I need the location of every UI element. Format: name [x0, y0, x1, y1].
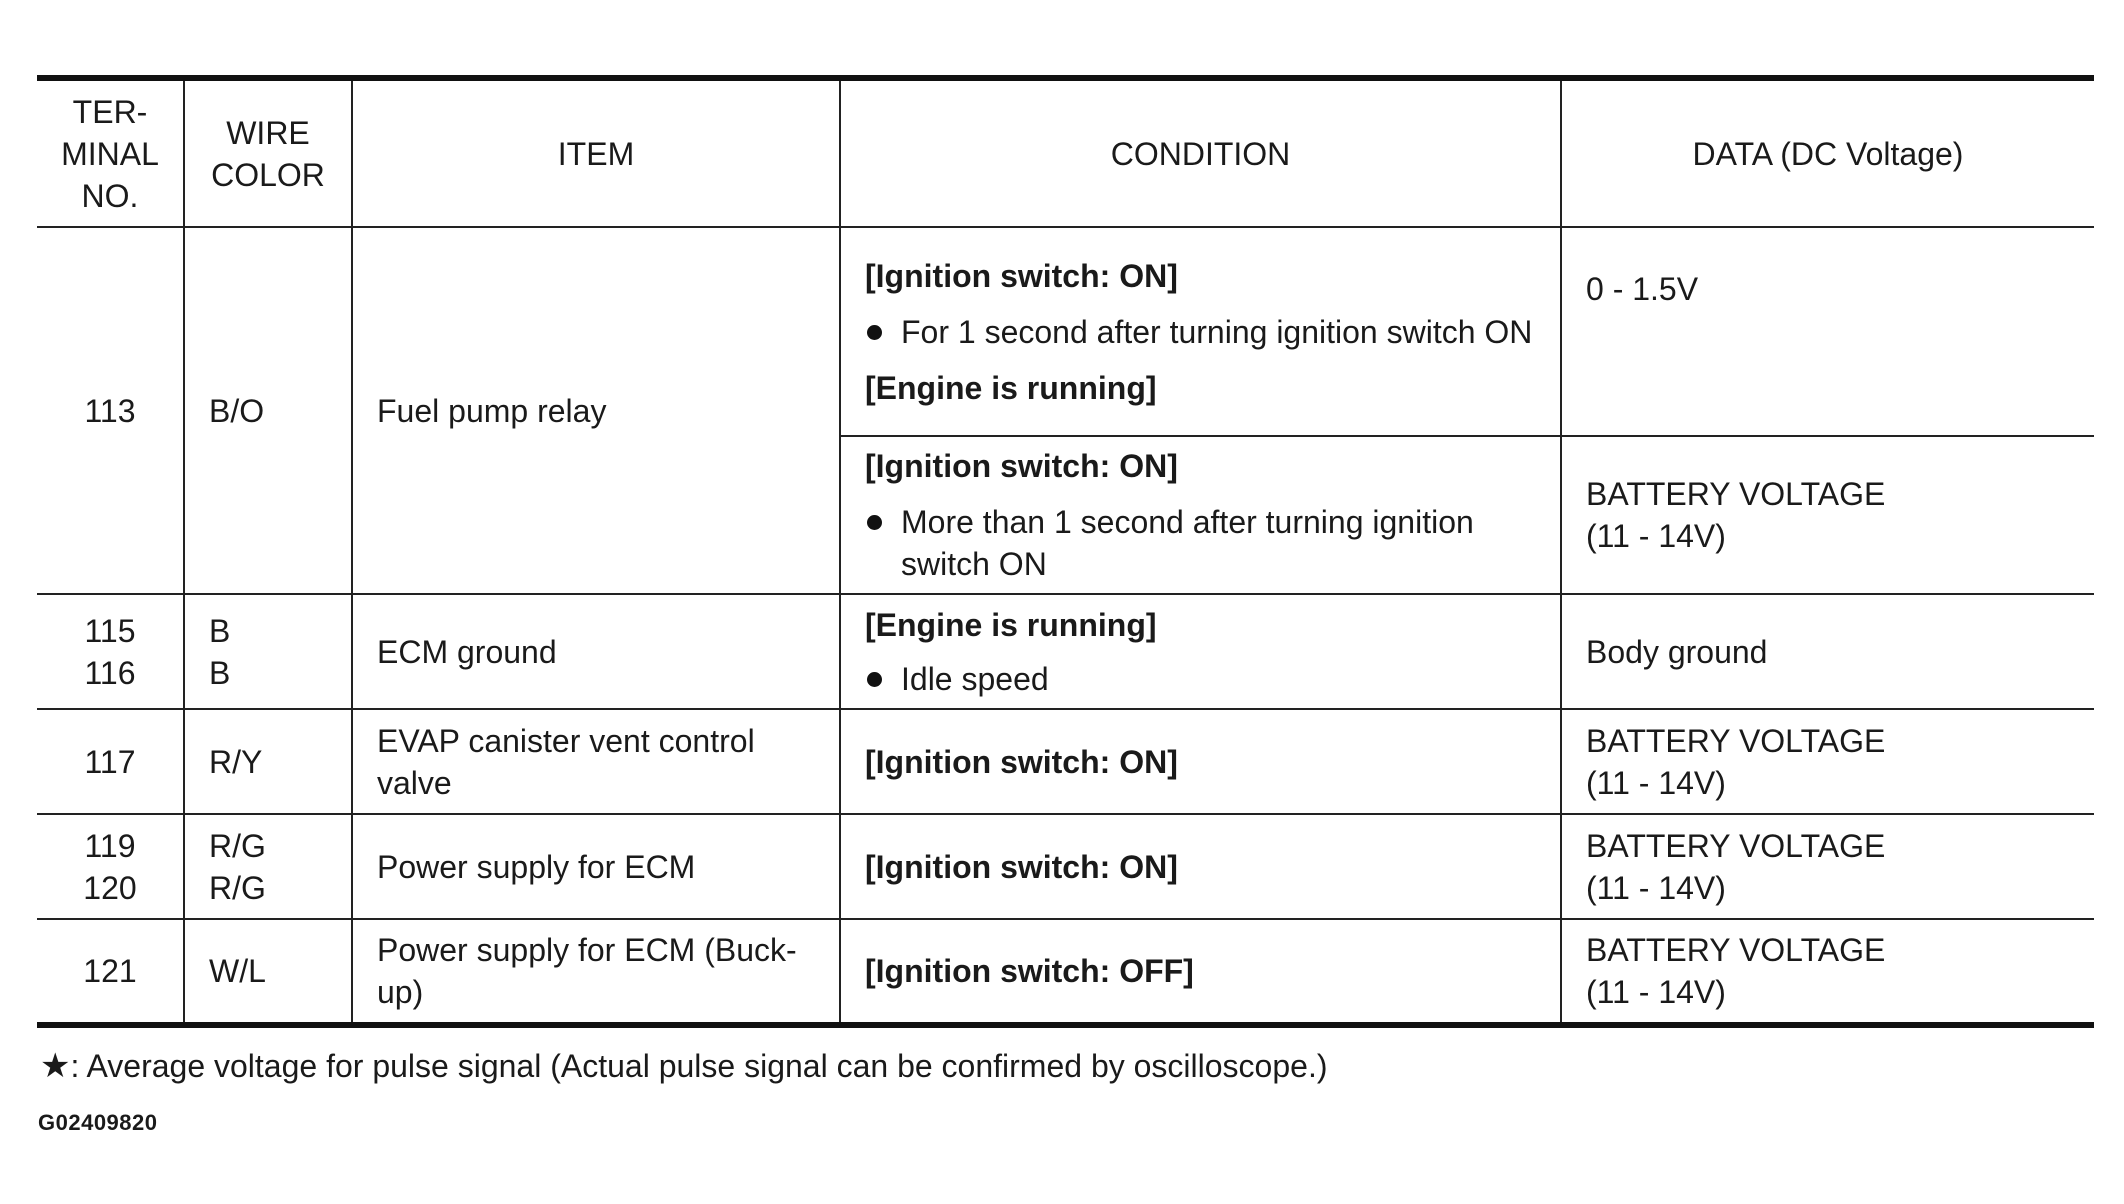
- data-cell: [1561, 814, 2094, 919]
- condition-heading: [Ignition switch: ON]: [865, 848, 1178, 885]
- header-wire-line: WIRE: [226, 114, 310, 151]
- wire-color-value: R/G: [209, 869, 266, 906]
- header-wire-line: COLOR: [211, 156, 325, 193]
- terminal-cell: [37, 594, 184, 709]
- header-item: ITEM: [352, 78, 840, 227]
- table-row: [37, 594, 2094, 709]
- terminal-cell: [37, 709, 184, 814]
- header-row: [37, 78, 2094, 227]
- condition-cell: [840, 436, 1561, 594]
- header-terminal-no: [37, 78, 184, 227]
- item-cell: Power supply for ECM: [352, 814, 840, 919]
- condition-heading: [Ignition switch: ON]: [865, 448, 1178, 484]
- condition-heading: [Ignition switch: ON]: [865, 743, 1178, 780]
- terminal-number: 113: [84, 392, 136, 429]
- data-value: BATTERY VOLTAGE: [1586, 827, 1886, 864]
- condition-heading: [Ignition switch: ON]: [865, 257, 1178, 294]
- data-value: (11 - 14V): [1586, 518, 1726, 554]
- wire-color-cell: [184, 594, 352, 709]
- data-value: BATTERY VOLTAGE: [1586, 476, 1886, 512]
- footnote: [40, 1046, 1327, 1086]
- wire-color-cell: [184, 227, 352, 594]
- condition-cell: [840, 709, 1561, 814]
- data-cell: [1561, 709, 2094, 814]
- header-data: DATA (DC Voltage): [1561, 78, 2094, 227]
- star-icon: ★: [40, 1047, 71, 1085]
- wire-color-value: R/G: [209, 827, 266, 864]
- condition-bullet: More than 1 second after turning ignition switch ON: [865, 501, 1536, 585]
- data-cell: [1561, 594, 2094, 709]
- wire-color-cell: [184, 814, 352, 919]
- item-cell: Fuel pump relay: [352, 227, 840, 594]
- data-value: 0 - 1.5V: [1586, 271, 1699, 307]
- header-condition: CONDITION: [840, 78, 1561, 227]
- header-terminal-line: TER-: [72, 93, 148, 130]
- data-cell: [1561, 227, 2094, 436]
- wire-color-value: B: [209, 654, 231, 691]
- condition-cell: [840, 227, 1561, 436]
- table-row: [37, 227, 2094, 436]
- data-cell: [1561, 919, 2094, 1025]
- footnote-text: : Average voltage for pulse signal (Actual pulse signal can be confirmed by oscilloscope.): [70, 1048, 1328, 1084]
- item-cell: Power supply for ECM (Buck-up): [352, 919, 840, 1025]
- wire-color-value: R/Y: [209, 743, 263, 780]
- terminal-number: 121: [83, 953, 137, 989]
- terminal-number: 119: [84, 827, 136, 864]
- wire-color-value: B: [209, 612, 231, 649]
- terminal-number: 120: [83, 869, 137, 906]
- terminal-cell: [37, 814, 184, 919]
- header-terminal-line: MINAL: [61, 135, 159, 172]
- wire-color-value: W/L: [209, 953, 266, 989]
- condition-heading: [Engine is running]: [865, 606, 1157, 643]
- condition-cell: [840, 814, 1561, 919]
- condition-heading: [Engine is running]: [865, 369, 1157, 406]
- item-cell: ECM ground: [352, 594, 840, 709]
- data-value: BATTERY VOLTAGE: [1586, 932, 1886, 968]
- condition-bullet: Idle speed: [865, 658, 1536, 700]
- item-cell: EVAP canister vent control valve: [352, 709, 840, 814]
- terminal-number: 115: [84, 612, 136, 649]
- figure-id: G02409820: [38, 1110, 158, 1135]
- terminal-cell: [37, 227, 184, 594]
- terminal-number: 116: [84, 654, 136, 691]
- table-row: [37, 709, 2094, 814]
- header-terminal-line: NO.: [81, 177, 139, 214]
- header-wire-color: [184, 78, 352, 227]
- table-row: [37, 814, 2094, 919]
- terminal-cell: [37, 919, 184, 1025]
- data-value: BATTERY VOLTAGE: [1586, 722, 1886, 759]
- wire-color-value: B/O: [209, 392, 265, 429]
- wire-color-cell: [184, 709, 352, 814]
- condition-cell: [840, 594, 1561, 709]
- data-value: Body ground: [1586, 633, 1768, 670]
- condition-cell: [840, 919, 1561, 1025]
- table-row: [37, 919, 2094, 1025]
- data-value: (11 - 14V): [1586, 974, 1726, 1010]
- condition-bullet: For 1 second after turning ignition switch ON: [865, 311, 1536, 353]
- data-value: (11 - 14V): [1586, 764, 1726, 801]
- data-cell: [1561, 436, 2094, 594]
- ecm-terminal-table: [37, 75, 2094, 1028]
- wire-color-cell: [184, 919, 352, 1025]
- data-value: (11 - 14V): [1586, 869, 1726, 906]
- condition-heading: [Ignition switch: OFF]: [865, 953, 1194, 989]
- terminal-number: 117: [84, 743, 136, 780]
